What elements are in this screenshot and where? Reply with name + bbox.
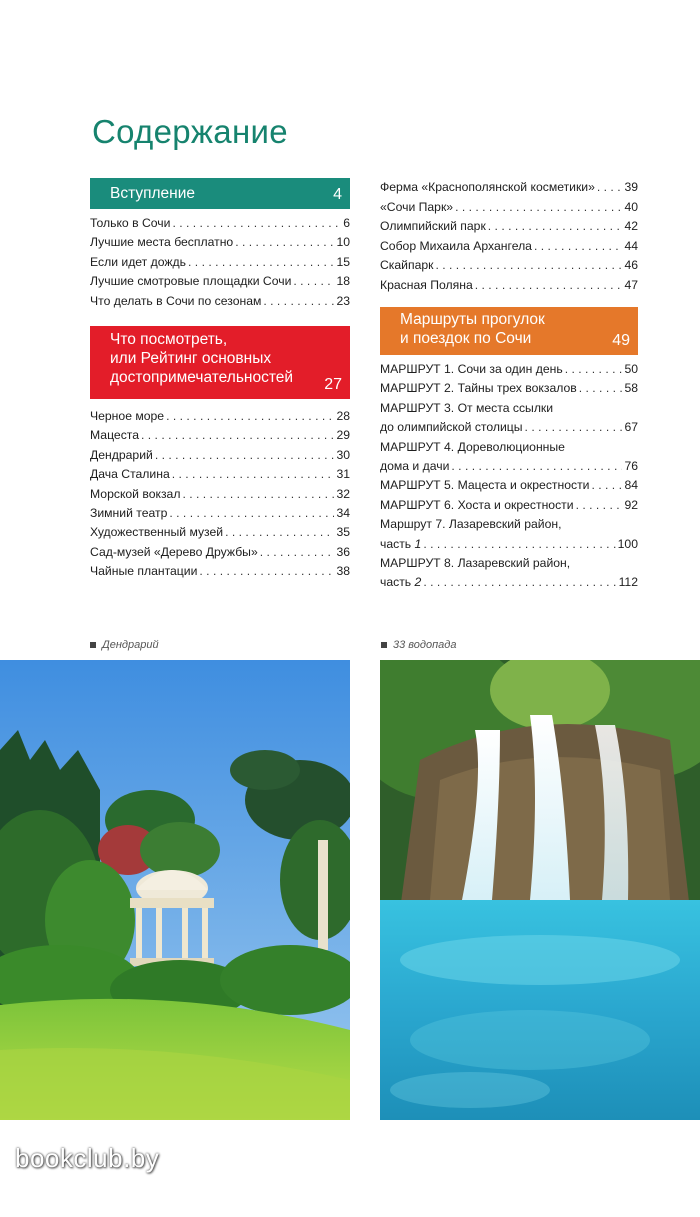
- toc-entry-page: 76: [624, 459, 638, 474]
- leader-dots: [225, 523, 334, 542]
- toc-list-intro: [90, 214, 350, 311]
- toc-entry-title: Если идет дождь: [90, 254, 187, 269]
- toc-entry-page: 47: [624, 277, 638, 292]
- toc-entry-title: МАРШРУТ 1. Сочи за один день: [380, 362, 563, 376]
- toc-entry-page: 34: [336, 506, 350, 521]
- toc-entry-page: 15: [336, 254, 350, 269]
- section-title-sights-line3: достопримечательностей: [110, 369, 294, 387]
- toc-entry[interactable]: [90, 214, 350, 233]
- toc-entry-page: 31: [336, 467, 350, 482]
- toc-entry-page: 30: [336, 447, 350, 462]
- toc-entry[interactable]: [380, 256, 638, 276]
- toc-entry-title: Ферма «Краснополянской косметики»: [380, 180, 595, 194]
- toc-entry[interactable]: [380, 515, 638, 554]
- caption-bullet-icon: [381, 642, 387, 648]
- toc-entry[interactable]: [90, 543, 350, 562]
- toc-entry-title: Лучшие места бесплатно: [90, 235, 234, 250]
- toc-entry-page: 36: [336, 544, 350, 559]
- caption-text-right: 33 водопада: [393, 639, 457, 651]
- toc-entry-line: [380, 496, 638, 515]
- leader-dots: [597, 178, 623, 198]
- toc-entry-title: МАРШРУТ 2. Тайны трех вокзалов: [380, 381, 577, 396]
- toc-entry-page: 18: [336, 274, 350, 289]
- toc-entry-line: [380, 535, 638, 554]
- leader-dots: [188, 253, 334, 272]
- toc-entry-title: МАРШРУТ 5. Мацеста и окрестности: [380, 478, 590, 493]
- toc-entry-line: [380, 418, 638, 437]
- caption-text-left: Дендрарий: [102, 639, 159, 651]
- leader-dots: [435, 256, 622, 276]
- toc-entry[interactable]: [90, 485, 350, 504]
- toc-entry-page: 28: [336, 409, 350, 424]
- leader-dots: [199, 562, 334, 581]
- leader-dots: [451, 457, 622, 476]
- toc-entry-title: Лучшие смотровые площадки Сочи: [90, 274, 292, 289]
- leader-dots: [260, 543, 335, 562]
- leader-dots: [525, 418, 623, 437]
- leader-dots: [182, 485, 334, 504]
- toc-entry-page: 44: [624, 238, 638, 253]
- toc-entry[interactable]: [380, 360, 638, 379]
- toc-entry-line: [380, 476, 638, 495]
- toc-entry-page: 29: [336, 428, 350, 443]
- photo-caption-left: [90, 639, 159, 651]
- leader-dots: [534, 237, 622, 257]
- leader-dots: [591, 476, 622, 495]
- toc-entry[interactable]: [380, 178, 638, 198]
- toc-entry-page: 42: [624, 219, 638, 233]
- section-title-routes-line2: и поездок по Сочи: [400, 330, 532, 347]
- leader-dots: [169, 504, 334, 523]
- toc-entry-title-continued-text: часть: [380, 575, 412, 590]
- toc-entry-title: Зимний театр: [90, 506, 168, 521]
- toc-entry-title-continued-text: дома и дачи: [380, 459, 450, 474]
- toc-entry[interactable]: [380, 379, 638, 398]
- toc-entry-page: 23: [336, 293, 350, 308]
- toc-entry-page: 46: [624, 258, 638, 272]
- toc-left-column: [90, 178, 350, 582]
- leader-dots: [166, 407, 334, 426]
- toc-entry-line: [380, 360, 638, 379]
- leader-dots: [155, 446, 335, 465]
- toc-entry[interactable]: [90, 426, 350, 445]
- toc-entry-title: Что делать в Сочи по сезонам: [90, 293, 262, 308]
- toc-entry[interactable]: [90, 292, 350, 311]
- toc-entry[interactable]: [380, 276, 638, 296]
- toc-entry-title-continued: [380, 573, 421, 592]
- photo-waterfalls: [380, 660, 700, 1120]
- toc-entry-part-number: 2: [414, 575, 422, 590]
- toc-entry-title-continued: [380, 418, 523, 437]
- watermark: bookclub.by: [15, 1143, 160, 1173]
- section-title-intro: Вступление: [110, 185, 196, 202]
- caption-bullet-icon: [90, 642, 96, 648]
- toc-entry[interactable]: [380, 496, 638, 515]
- toc-entry-line: [380, 379, 638, 398]
- waterfall-illustration: [380, 660, 700, 1120]
- toc-list-sights-continued: [380, 178, 638, 295]
- toc-entry-title: Олимпийский парк: [380, 219, 486, 233]
- section-page-sights: 27: [324, 376, 342, 394]
- toc-entry-title: Скайпарк: [380, 258, 434, 272]
- photo-caption-right: [381, 639, 456, 651]
- toc-entry[interactable]: [90, 523, 350, 542]
- leader-dots: [576, 496, 623, 515]
- toc-entry-title: МАРШРУТ 3. От места ссылки: [380, 400, 554, 415]
- leader-dots: [172, 214, 341, 233]
- toc-list-sights: [90, 407, 350, 582]
- toc-entry-page: 100: [617, 536, 638, 551]
- toc-entry-line: [380, 457, 638, 476]
- toc-entry-page: 112: [618, 575, 638, 590]
- leader-dots: [172, 465, 335, 484]
- leader-dots: [475, 276, 623, 296]
- toc-entry-page: 92: [624, 497, 638, 512]
- section-header-sights[interactable]: [90, 326, 350, 399]
- section-header-routes[interactable]: [380, 307, 638, 355]
- toc-entry[interactable]: [90, 446, 350, 465]
- photo-dendrarium: [0, 660, 350, 1120]
- section-page-routes: 49: [612, 332, 630, 349]
- toc-list-routes: [380, 360, 638, 593]
- toc-entry-part-number: 1: [414, 536, 422, 551]
- section-title-sights-line2: или Рейтинг основных: [110, 350, 272, 368]
- toc-entry[interactable]: [380, 476, 638, 495]
- toc-entry[interactable]: [90, 233, 350, 252]
- leader-dots: [293, 272, 334, 291]
- toc-entry-page: 38: [336, 564, 350, 579]
- toc-entry-page: 35: [336, 525, 350, 540]
- toc-entry-title: Сад-музей «Дерево Дружбы»: [90, 544, 258, 559]
- toc-entry[interactable]: [380, 198, 638, 218]
- toc-entry-title: МАРШРУТ 6. Хоста и окрестности: [380, 497, 574, 512]
- leader-dots: [488, 217, 623, 237]
- toc-entry-title: Художественный музей: [90, 525, 224, 540]
- toc-entry-title: Чайные плантации: [90, 564, 198, 579]
- leader-dots: [263, 292, 334, 311]
- section-title-routes-line1: Маршруты прогулок: [400, 311, 545, 328]
- toc-entry[interactable]: [90, 253, 350, 272]
- toc-entry-title-continued-text: до олимпийской столицы: [380, 420, 523, 435]
- park-rotunda-illustration: [0, 660, 350, 1120]
- section-header-intro[interactable]: [90, 178, 350, 209]
- leader-dots: [455, 198, 622, 218]
- page-title: Содержание: [92, 113, 288, 150]
- toc-entry-title: Только в Сочи: [90, 216, 171, 230]
- toc-entry-title: Красная Поляна: [380, 277, 473, 292]
- leader-dots: [423, 573, 616, 592]
- toc-entry-title: «Сочи Парк»: [380, 199, 454, 214]
- toc-entry-title-continued: [380, 535, 421, 554]
- toc-entry-page: 58: [624, 381, 638, 396]
- toc-entry[interactable]: [90, 407, 350, 426]
- toc-entry-title-continued: [380, 457, 449, 476]
- toc-entry-page: 50: [624, 362, 638, 376]
- section-page-intro: 4: [333, 186, 342, 203]
- toc-entry-title: Маршрут 7. Лазаревский район,: [380, 517, 562, 532]
- section-title-sights-line1: Что посмотреть,: [110, 331, 228, 349]
- leader-dots: [565, 360, 623, 379]
- toc-entry[interactable]: [380, 237, 638, 257]
- toc-entry-page: 39: [624, 180, 638, 194]
- toc-entry-title-continued-text: часть: [380, 536, 412, 551]
- toc-entry-title: МАРШРУТ 4. Дореволюционные: [380, 439, 565, 454]
- toc-entry[interactable]: [90, 465, 350, 484]
- toc-entry[interactable]: [90, 504, 350, 523]
- toc-entry-title: Черное море: [90, 409, 165, 424]
- toc-entry[interactable]: [380, 217, 638, 237]
- toc-entry[interactable]: [90, 562, 350, 581]
- toc-entry-title: Мацеста: [90, 428, 140, 443]
- toc-entry-page: 84: [624, 478, 638, 493]
- toc-right-column: [380, 178, 638, 593]
- toc-entry-title: Дендрарий: [90, 447, 153, 462]
- toc-entry-title: Собор Михаила Архангела: [380, 238, 532, 253]
- toc-entry-page: 40: [624, 199, 638, 214]
- toc-entry[interactable]: [380, 438, 638, 477]
- leader-dots: [579, 379, 623, 398]
- toc-entry-line: [380, 573, 638, 592]
- leader-dots: [141, 426, 334, 445]
- toc-entry-page: 6: [343, 216, 350, 230]
- toc-entry-title: Дача Сталина: [90, 467, 170, 482]
- toc-entry[interactable]: [380, 399, 638, 438]
- leader-dots: [235, 233, 334, 252]
- toc-entry[interactable]: [90, 272, 350, 291]
- toc-entry[interactable]: [380, 554, 638, 593]
- leader-dots: [423, 535, 615, 554]
- toc-entry-title: Морской вокзал: [90, 486, 181, 501]
- toc-entry-page: 10: [336, 235, 350, 250]
- toc-entry-title: МАРШРУТ 8. Лазаревский район,: [380, 556, 571, 571]
- toc-entry-page: 32: [336, 486, 350, 501]
- toc-entry-page: 67: [624, 420, 638, 435]
